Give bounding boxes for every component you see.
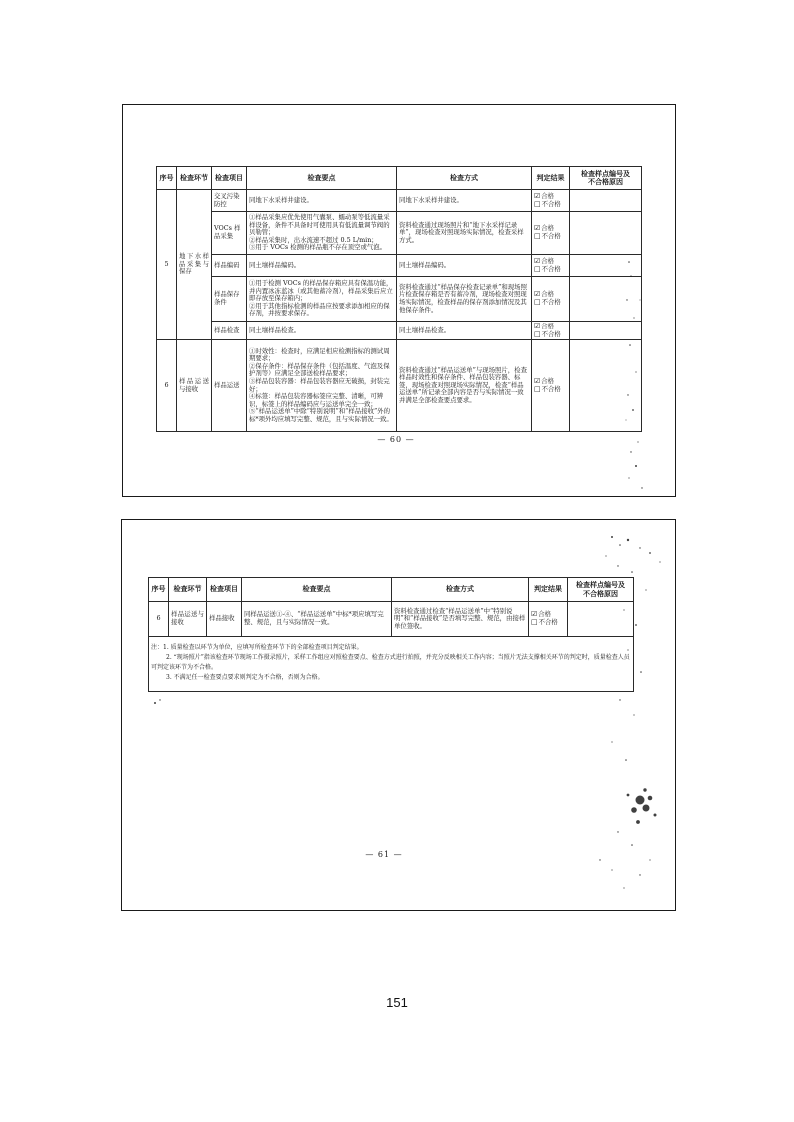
check-method-cell [397, 212, 532, 255]
check-item: 样品保存条件 [214, 290, 240, 306]
result-fail-option [534, 233, 561, 241]
checkbox-empty-icon [534, 265, 541, 273]
note-item: 3. 不满足任一检查要点要求则判定为不合格，否则为合格。 [166, 674, 324, 681]
check-item: 样品接收 [209, 614, 235, 623]
inspection-table [148, 577, 634, 692]
check-point: ③用于 VOCs 检测的样品瓶不存在顶空或气泡。 [249, 243, 387, 252]
check-item-cell [212, 255, 247, 277]
note-item [151, 643, 631, 653]
check-point: 同样品运送①-④、“样品运送单”中标*项应填写完整、规范，且与实际情况一致。 [244, 610, 384, 626]
table-row [157, 322, 642, 340]
table-row [157, 277, 642, 322]
judgement-result [531, 603, 565, 636]
result-pass-label: 合格 [541, 191, 555, 200]
check-item-cell [207, 602, 242, 637]
check-points-cell [247, 322, 397, 340]
checkbox-empty-icon [534, 330, 541, 338]
check-points-cell [242, 602, 392, 637]
header-stage: 检查环节 [177, 167, 212, 190]
check-point: 同土壤样品检查。 [249, 325, 301, 334]
check-point: ②保存条件：样品保存条件（包括温度、气泡及保护剂等）应满足全部送检样品要求； [249, 361, 390, 378]
check-points-cell [247, 340, 397, 432]
result-pass-label: 合格 [541, 290, 555, 299]
check-point: ①用于检测 VOCs 的样品保存箱应具有保温功能，并内置冰冻蓝冰（或其他蓄冷剂），样品采集后应立即存放至保存箱内； [249, 279, 393, 303]
check-points-cell [247, 255, 397, 277]
check-points [249, 213, 394, 254]
header-method: 检查方式 [392, 578, 529, 602]
checkbox-empty-icon [534, 200, 541, 208]
check-item: 样品检查 [214, 325, 240, 334]
table-row [157, 340, 642, 432]
check-method: 同土壤样品检查。 [399, 325, 451, 334]
judgement-result [534, 256, 567, 276]
judgement-result [534, 191, 567, 211]
check-points [249, 278, 394, 321]
header-no: 序号 [149, 578, 169, 602]
result-fail-label: 不合格 [538, 618, 558, 626]
check-method: 资料检查通过检查“样品运送单”中“特别说明”和“样品接收”是否填写完整、规范，由接样单位签收。 [394, 606, 526, 630]
result-pass-label: 合格 [541, 376, 555, 385]
check-point: ②样品采集时，出水流速不超过 0.5 L/min； [249, 235, 378, 244]
check-points-cell [247, 190, 397, 212]
judgement-result [534, 213, 567, 254]
scan-page-61 [121, 519, 676, 911]
header-no: 序号 [157, 167, 177, 190]
check-stage: 样品运送与接收 [169, 602, 207, 637]
result-fail-label: 不合格 [541, 199, 561, 208]
result-cell [529, 602, 568, 637]
header-item: 检查项目 [207, 578, 242, 602]
sample-remarks-cell [570, 255, 642, 277]
notes-label: 注： [151, 644, 164, 651]
header-remarks: 检查样点编号及不合格原因 [570, 167, 642, 190]
result-fail-option [534, 299, 561, 307]
result-pass-label: 合格 [541, 256, 555, 265]
table-row [157, 190, 642, 212]
check-point: ②用于其他指标检测的样品应按要求添加相应的保存剂，并按要求保存。 [249, 301, 390, 318]
header-result: 判定结果 [532, 167, 570, 190]
check-item-cell [212, 340, 247, 432]
checkbox-empty-icon [534, 385, 541, 393]
check-item-cell [212, 277, 247, 322]
check-point: ③样品包装容器：样品包装容器应无破损，封装完好； [249, 376, 390, 393]
result-fail-option [534, 266, 561, 274]
page-number: 151 [386, 995, 408, 1010]
checkbox-empty-icon [531, 618, 538, 626]
sample-remarks-cell [568, 602, 634, 637]
check-points [249, 191, 394, 211]
check-stage: 地下水样品采集与保存 [177, 190, 212, 340]
check-method-cell [397, 190, 532, 212]
result-fail-label: 不合格 [541, 384, 561, 393]
judgement-result [534, 341, 567, 431]
notes-row [149, 637, 634, 692]
result-fail-option [534, 201, 561, 209]
result-fail-label: 不合格 [541, 264, 561, 273]
notes [149, 637, 634, 692]
header-item: 检查项目 [212, 167, 247, 190]
check-points-cell [247, 212, 397, 255]
check-point: ①时效性：检查时，应满足相应检测指标的测试周期要求； [249, 346, 390, 363]
check-item-cell [212, 190, 247, 212]
table-row [157, 212, 642, 255]
result-fail-option [534, 331, 561, 339]
row-number: 6 [157, 340, 177, 432]
header-result: 判定结果 [529, 578, 568, 602]
check-points [244, 603, 389, 636]
header-points: 检查要点 [247, 167, 397, 190]
judgement-result [534, 323, 567, 339]
result-pass-label: 合格 [538, 610, 552, 619]
result-pass-label: 合格 [541, 322, 555, 330]
sample-remarks-cell [570, 340, 642, 432]
page-label: — 61 — [365, 850, 403, 859]
check-points-cell [247, 277, 397, 322]
check-item: 样品运送 [214, 380, 240, 389]
check-method-cell [397, 255, 532, 277]
check-item-cell [212, 322, 247, 340]
header-method: 检查方式 [397, 167, 532, 190]
table-header-row [157, 167, 642, 190]
result-fail-label: 不合格 [541, 329, 561, 338]
row-number: 6 [149, 602, 169, 637]
result-fail-label: 不合格 [541, 298, 561, 306]
check-point: 同地下水采样井建设。 [249, 195, 313, 204]
check-method: 资料检查通过现场照片和“地下水采样记录单”，现场检查对照现场实际情况，检查采样方式。 [399, 220, 524, 244]
check-points [249, 341, 394, 431]
checkbox-checked-icon [534, 192, 540, 200]
check-method-cell [397, 322, 532, 340]
result-cell [532, 340, 570, 432]
header-points: 检查要点 [242, 578, 392, 602]
check-item: 交叉污染防控 [214, 191, 240, 208]
check-points [249, 256, 394, 276]
row-number: 5 [157, 190, 177, 340]
check-point: ①样品采集应优先使用气囊泵、蠕动泵等低流量采样设备，条件不具备时可使用具有低流量调节阀的贝勒管； [249, 213, 390, 237]
check-method: 同土壤样品编码。 [399, 260, 451, 269]
table-row [157, 255, 642, 277]
page-label: — 60 — [377, 435, 415, 444]
result-fail-option [531, 619, 558, 627]
result-fail-option [534, 386, 561, 394]
check-method: 资料检查通过“样品保存检查记录单”和现场照片检查保存箱是否有蓄冷剂，现场检查对照现场实际情况，检查样品的保存剂添加情况及其他保存条件。 [399, 282, 527, 314]
check-method-cell [397, 340, 532, 432]
check-stage: 样品运送与接收 [177, 340, 212, 432]
result-cell [532, 255, 570, 277]
result-cell [532, 322, 570, 340]
checkbox-checked-icon [534, 323, 540, 330]
inspection-table [156, 166, 642, 432]
judgement-result [534, 278, 567, 321]
sample-remarks-cell [570, 190, 642, 212]
check-point: ⑤“样品运送单”中除“特别说明”和“样品接收”外的标*项外均应填写完整、规范，且与实际情况一致。 [249, 407, 393, 423]
checkbox-empty-icon [534, 298, 541, 306]
check-item: 样品编码 [214, 260, 240, 269]
checkbox-checked-icon [534, 257, 540, 265]
check-point: 同土壤样品编码。 [249, 260, 301, 269]
check-method: 资料检查通过“样品运送单”与现场照片，检查样品时效性和保存条件、样品包装容器、标签，现场检查对照现场实际情况，检查“样品运送单”所记录全部内容是否与实际情况一致并满足全部检查要点要求。 [399, 365, 527, 404]
checkbox-empty-icon [534, 232, 541, 240]
checkbox-checked-icon [534, 377, 540, 385]
sample-remarks-cell [570, 212, 642, 255]
check-item: VOCs 样品采集 [214, 224, 241, 240]
result-pass-label: 合格 [541, 224, 555, 233]
sample-remarks-cell [570, 277, 642, 322]
result-cell [532, 190, 570, 212]
note-item: 2. “现场照片”指该检查环节现场工作摄录照片，采样工作组应对照检查要点、检查方式进行拍照，并充分反映相关工作内容；当照片无法支撑相关环节的判定时，质量检查人员可判定该环节为不合格。 [151, 654, 630, 671]
header-remarks: 检查样点编号及不合格原因 [568, 578, 634, 602]
header-stage: 检查环节 [169, 578, 207, 602]
result-cell [532, 212, 570, 255]
note-text: 1. 质量检查以环节为单位，应填写所检查环节下的全部检查项目判定结果。 [163, 644, 363, 651]
result-cell [532, 277, 570, 322]
sample-remarks-cell [570, 322, 642, 340]
check-point: ④标签：样品包装容器标签应完整、清晰，可辨识，标签上的样品编码应与运送单完全一致； [249, 392, 384, 408]
check-method-cell [392, 602, 529, 637]
check-method-cell [397, 277, 532, 322]
table-header-row [149, 578, 634, 602]
result-fail-label: 不合格 [541, 232, 561, 240]
table-row [149, 602, 634, 637]
scan-page-60 [122, 104, 676, 497]
check-item-cell [212, 212, 247, 255]
check-points [249, 323, 394, 339]
check-method: 同地下水采样井建设。 [399, 195, 463, 204]
